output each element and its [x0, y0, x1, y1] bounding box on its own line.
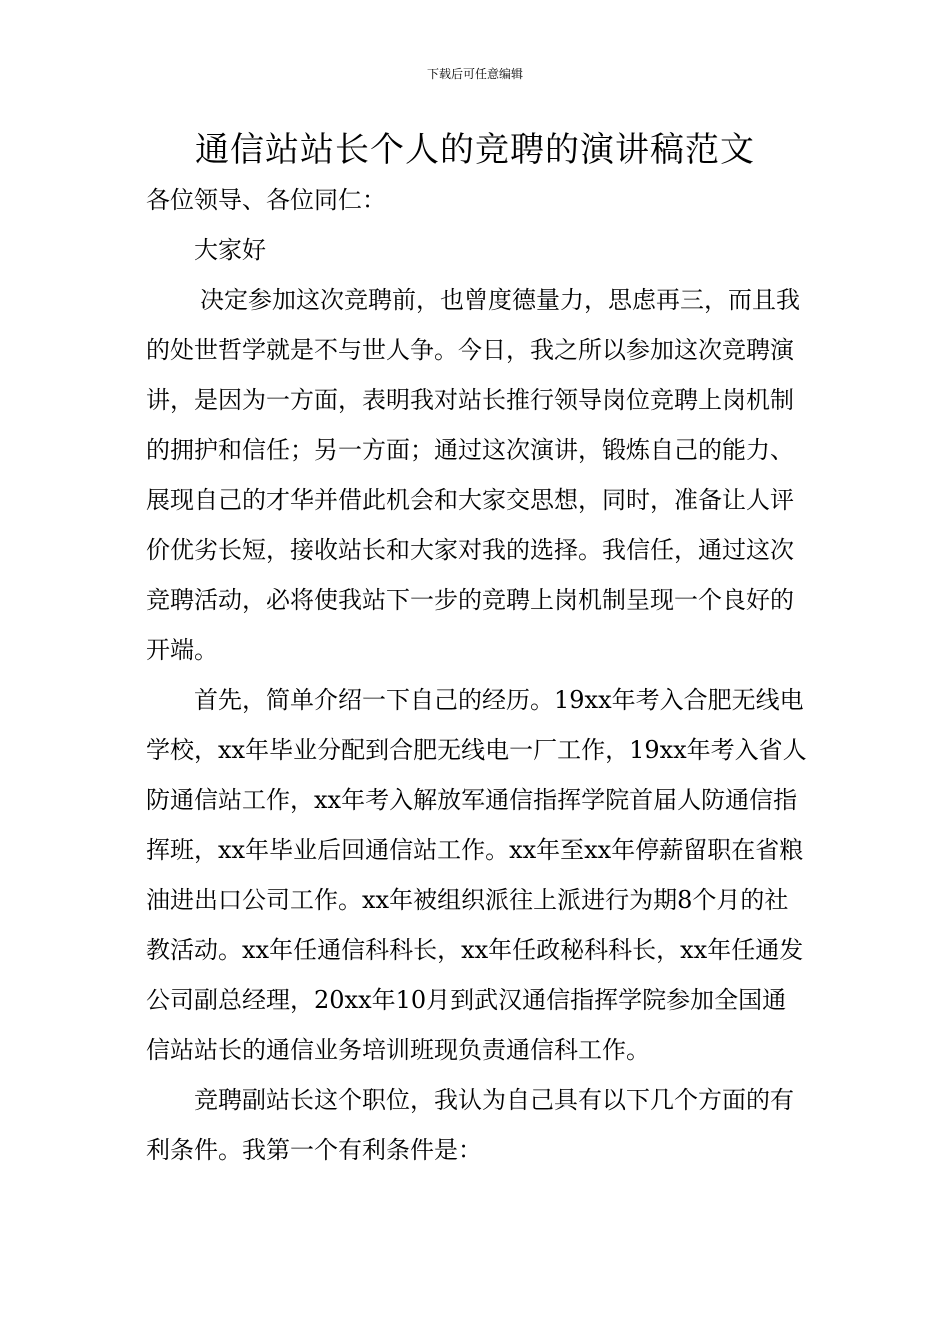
paragraph: 决定参加这次竞聘前，也曾度德量力，思虑再三，而且我的处世哲学就是不与世人争。今日，我之所以参加这次竞聘演讲，是因为一方面，表明我对站长推行领导岗位竞聘上岗机制的拥护和信任；另一方面；通过这次演讲，锻炼自己的能力、展现自己的才华并借此机会和大家交思想，同时，准备让人评价优劣长短，接收站长和大家对我的选择。我信任，通过这次竞聘活动，必将使我站下一步的竞聘上岗机制呈现一个良好的开端。 [146, 286, 800, 664]
greeting: 大家好 [194, 236, 266, 264]
page-title: 通信站站长个人的竞聘的演讲稿范文 [195, 130, 755, 170]
paragraph: 竞聘副站长这个职位，我认为自己具有以下几个方面的有利条件。我第一个有利条件是： [146, 1086, 794, 1164]
salutation: 各位领导、各位同仁： [146, 186, 386, 214]
header-note: 下载后可任意编辑 [426, 67, 523, 81]
document-body [146, 175, 810, 1175]
paragraph: 首先，简单介绍一下自己的经历。19xx年考入合肥无线电学校，xx年毕业分配到合肥无线电一厂工作，19xx年考入省人防通信站工作，xx年考入解放军通信指挥学院首届人防通信指挥班，xx年毕业后回通信站工作。xx年至xx年停薪留职在省粮油进出口公司工作。xx年被组织派往上派进行为期8个月的社教活动。xx年任通信科科长，xx年任政秘科科长，xx年任通发公司副总经理，20xx年10月到武汉通信指挥学院参加全国通信站站长的通信业务培训班现负责通信科工作。 [146, 686, 807, 1064]
